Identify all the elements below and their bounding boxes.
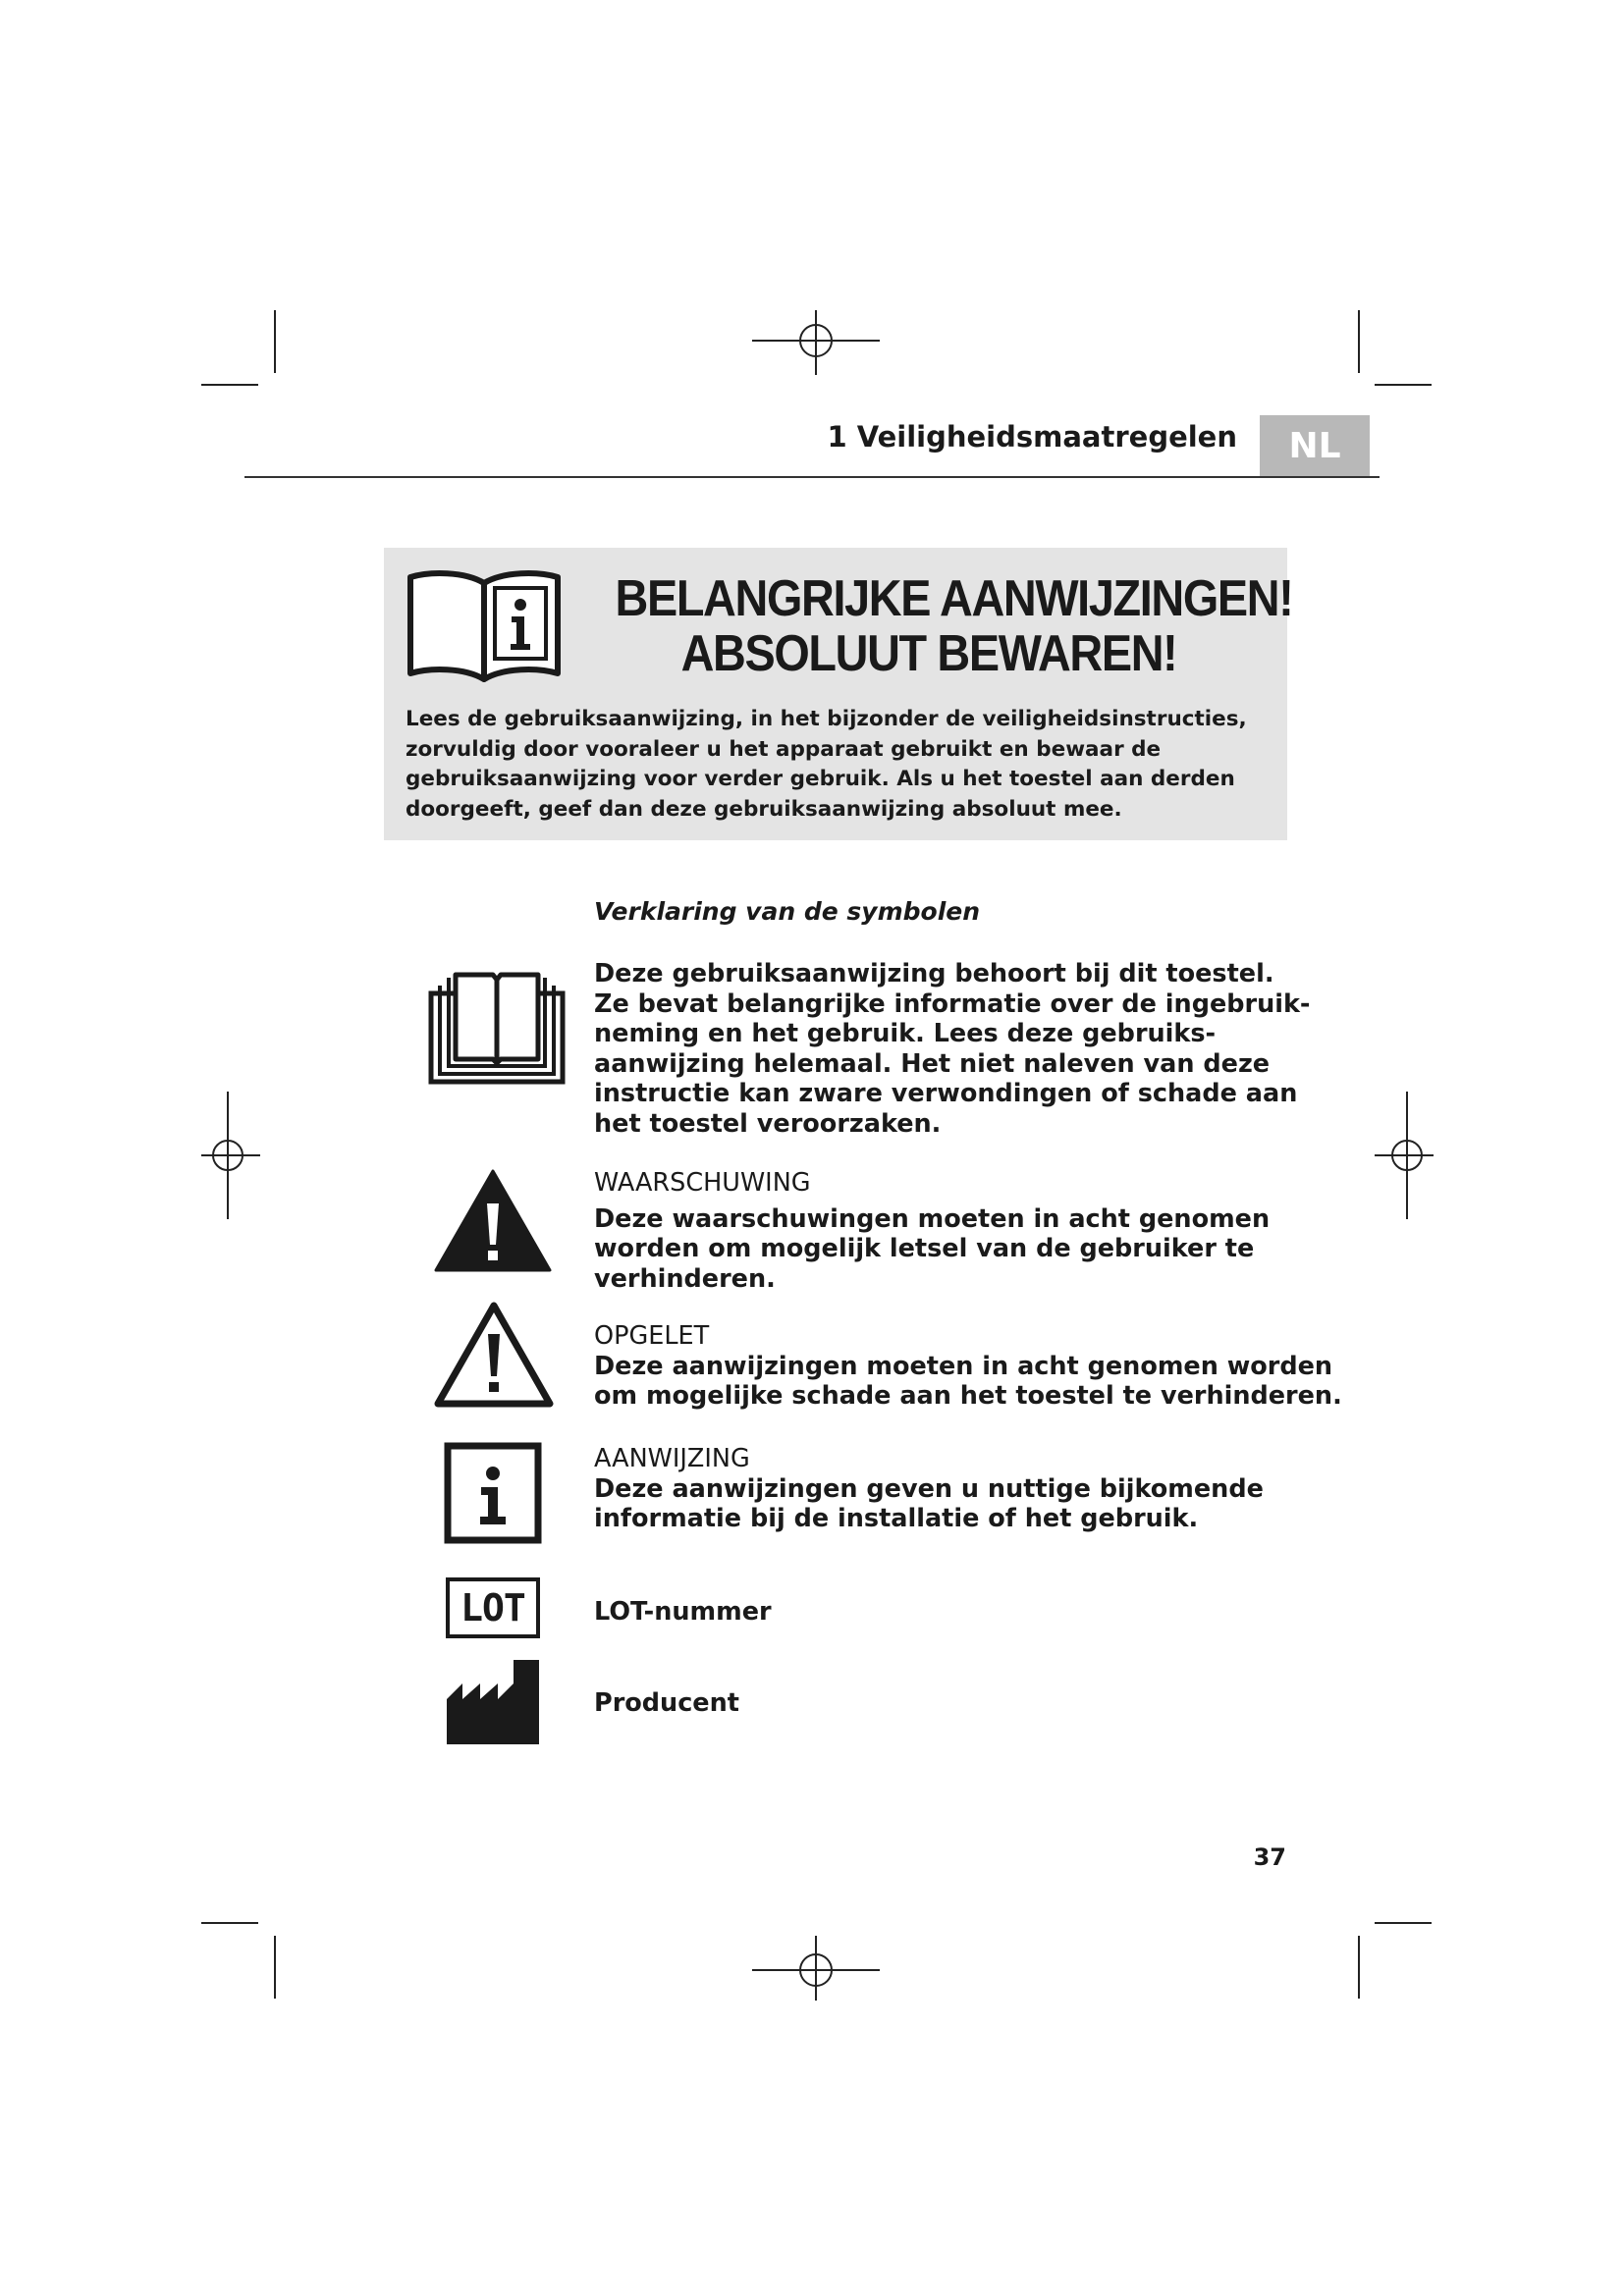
warning-title: WAARSCHUWING (594, 1168, 811, 1198)
warning-line: verhinderen. (594, 1263, 776, 1294)
factory-icon (447, 1658, 541, 1746)
caution-title: OPGELET (594, 1321, 710, 1351)
important-notice-box (384, 548, 1293, 840)
warning-filled-icon (433, 1168, 553, 1274)
registration-mark-bottom (752, 1936, 880, 2001)
manual-line: aanwijzing helemaal. Het niet naleven van deze (594, 1048, 1271, 1079)
open-book-icon (428, 972, 566, 1086)
open-book-info-icon (406, 563, 563, 691)
notice-heading (615, 570, 1293, 683)
note-line: Deze aanwijzingen geven u nuttige bijkomende (594, 1473, 1264, 1504)
note-line: informatie bij de installatie of het gebruik. (594, 1504, 1199, 1533)
page-number: 37 (1253, 1843, 1286, 1871)
manual-line: neming en het gebruik. Lees deze gebruiks- (594, 1019, 1217, 1048)
manual-line: Deze gebruiksaanwijzing behoort bij dit toestel. (594, 959, 1274, 988)
caution-outline-icon (433, 1301, 555, 1409)
warning-line: Deze waarschuwingen moeten in acht genomen (594, 1203, 1271, 1234)
chapter-title: 1 Veiligheidsmaatregelen (827, 420, 1237, 454)
registration-mark-right (1375, 1092, 1434, 1219)
notice-text: Lees de gebruiksaanwijzing, in het bijzonder de veiligheidsinstructies, zorvuldig door vooraleer u het apparaat gebruikt en bewaar de gebruiksaanwijzing voor verder gebruik. Als u het toestel aan derden doorgeeft, geef dan deze gebruiksaanwijzing absoluut mee. (406, 707, 1247, 822)
lot-icon-text: LOT (460, 1586, 525, 1629)
lot-icon (446, 1577, 540, 1638)
caution-description (594, 1321, 1342, 1412)
warning-line: worden om mogelijk letsel van de gebruiker te (594, 1234, 1255, 1263)
note-title: AANWIJZING (594, 1444, 750, 1473)
registration-mark-top (752, 310, 880, 375)
notice-heading-line-1: BELANGRIJKE AANWIJZINGEN! (615, 570, 1293, 627)
info-icon (444, 1442, 542, 1544)
header-divider (244, 476, 1380, 478)
caution-line: Deze aanwijzingen moeten in acht genomen worden (594, 1351, 1333, 1381)
notice-heading-line-2: ABSOLUUT BEWAREN! (680, 625, 1177, 683)
manual-line: instructie kan zware verwondingen of schade aan (594, 1079, 1298, 1108)
language-tab: NL (1260, 415, 1370, 476)
warning-description (594, 1168, 1301, 1294)
producer-label: Producent (594, 1688, 739, 1718)
registration-mark-left (201, 1092, 260, 1219)
manual-line: het toestel veroorzaken. (594, 1108, 942, 1139)
note-description (594, 1444, 1301, 1534)
lot-label: LOT-nummer (594, 1597, 772, 1627)
manual-line: Ze bevat belangrijke informatie over de ingebruik- (594, 988, 1311, 1019)
legend-heading: Verklaring van de symbolen (594, 897, 981, 926)
manual-description (594, 959, 1311, 1139)
caution-line: om mogelijke schade aan het toestel te verhinderen. (594, 1381, 1342, 1411)
